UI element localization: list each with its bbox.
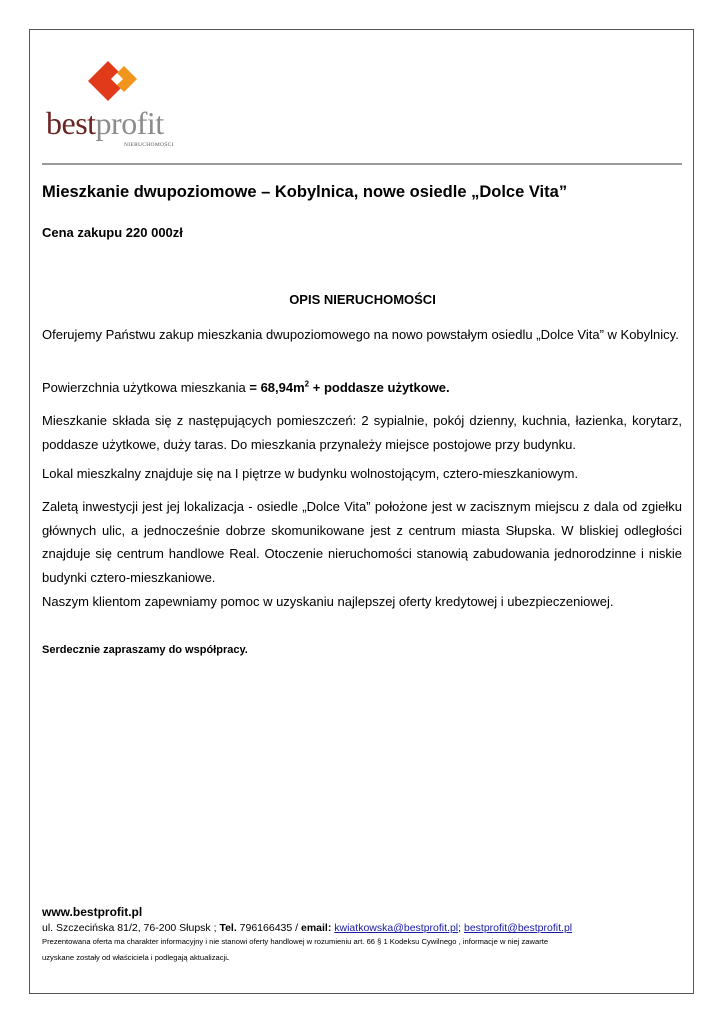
disclaimer-line-1: Prezentowana oferta ma charakter informacyjny i nie stanowi oferty handlowej w rozumieniu art. 66 § 1 Kodeksu Cywilnego , informacje w niej zawarte <box>42 937 549 946</box>
footer-tel-value: 796166435 / <box>236 922 301 934</box>
listing-price: Cena zakupu 220 000zł <box>42 225 183 240</box>
paragraph-area <box>42 376 682 400</box>
paragraph-credit: Naszym klientom zapewniamy pomoc w uzyskaniu najlepszej oferty kredytowej i ubezpieczeniowej. <box>42 594 614 609</box>
paragraph-location: Zaletą inwestycji jest jej lokalizacja - osiedle „Dolce Vita” położone jest w zacisznym miejscu z dala od zgiełku głównych ulic, a jednocześnie dobrze skomunikowane jest z centrum miasta Słupska. W bliskiej odległości znajduje się centrum handlowe Real. Otoczenie nieruchomości stanowią zabudowania jednorodzinne i niskie budynki cztero-mieszkaniowe. <box>42 499 682 585</box>
disclaimer-line-2-text: uzyskane zostały od właściciela i podlegają aktualizacji <box>42 953 227 962</box>
footer-contact-line <box>42 922 572 934</box>
area-value-number: = 68,94m <box>249 380 305 395</box>
paragraph-rooms: Mieszkanie składa się z następujących pomieszczeń: 2 sypialnie, pokój dzienny, kuchnia, łazienka, korytarz, poddasze użytkowe, duży taras. Do mieszkania przynależy miejsce postojowe przy budynku. <box>42 413 682 452</box>
bestprofit-logo-icon <box>82 55 142 105</box>
area-value <box>249 380 449 395</box>
logo-subtitle: NIERUCHOMOŚCI <box>124 142 174 148</box>
bestprofit-logo <box>46 55 196 155</box>
disclaimer-period: . <box>226 953 230 962</box>
footer-tel-label: Tel. <box>219 922 237 934</box>
email-link-kwiatkowska[interactable]: kwiatkowska@bestprofit.pl <box>334 922 459 934</box>
footer-address: ul. Szczecińska 81/2, 76-200 Słupsk ; <box>42 922 220 934</box>
area-unit-superscript: 2 <box>304 379 310 389</box>
paragraph-intro: Oferujemy Państwu zakup mieszkania dwupoziomowego na nowo powstałym osiedlu „Dolce Vita” w Kobylnicy. <box>42 327 679 342</box>
logo-word-profit: profit <box>95 105 164 141</box>
paragraph-floor: Lokal mieszkalny znajduje się na I piętrze w budynku wolnostojącym, cztero-mieszkaniowym. <box>42 466 579 481</box>
footer-email-label: email: <box>300 922 332 934</box>
closing-line: Serdecznie zapraszamy do współpracy. <box>42 644 248 656</box>
email-link-bestprofit[interactable]: bestprofit@bestprofit.pl <box>463 922 573 934</box>
section-heading: OPIS NIERUCHOMOŚCI <box>289 292 436 307</box>
email-separator: ; <box>458 922 464 934</box>
header-divider <box>42 163 682 165</box>
listing-title: Mieszkanie dwupoziomowe – Kobylnica, nowe osiedle „Dolce Vita” <box>42 183 568 201</box>
area-prefix: Powierzchnia użytkowa mieszkania <box>42 380 250 395</box>
area-suffix: + poddasze użytkowe. <box>309 380 450 395</box>
footer-website: www.bestprofit.pl <box>42 905 143 919</box>
disclaimer-line-2 <box>42 950 682 966</box>
logo-word-best: best <box>46 105 96 141</box>
logo-wordmark <box>46 105 164 141</box>
